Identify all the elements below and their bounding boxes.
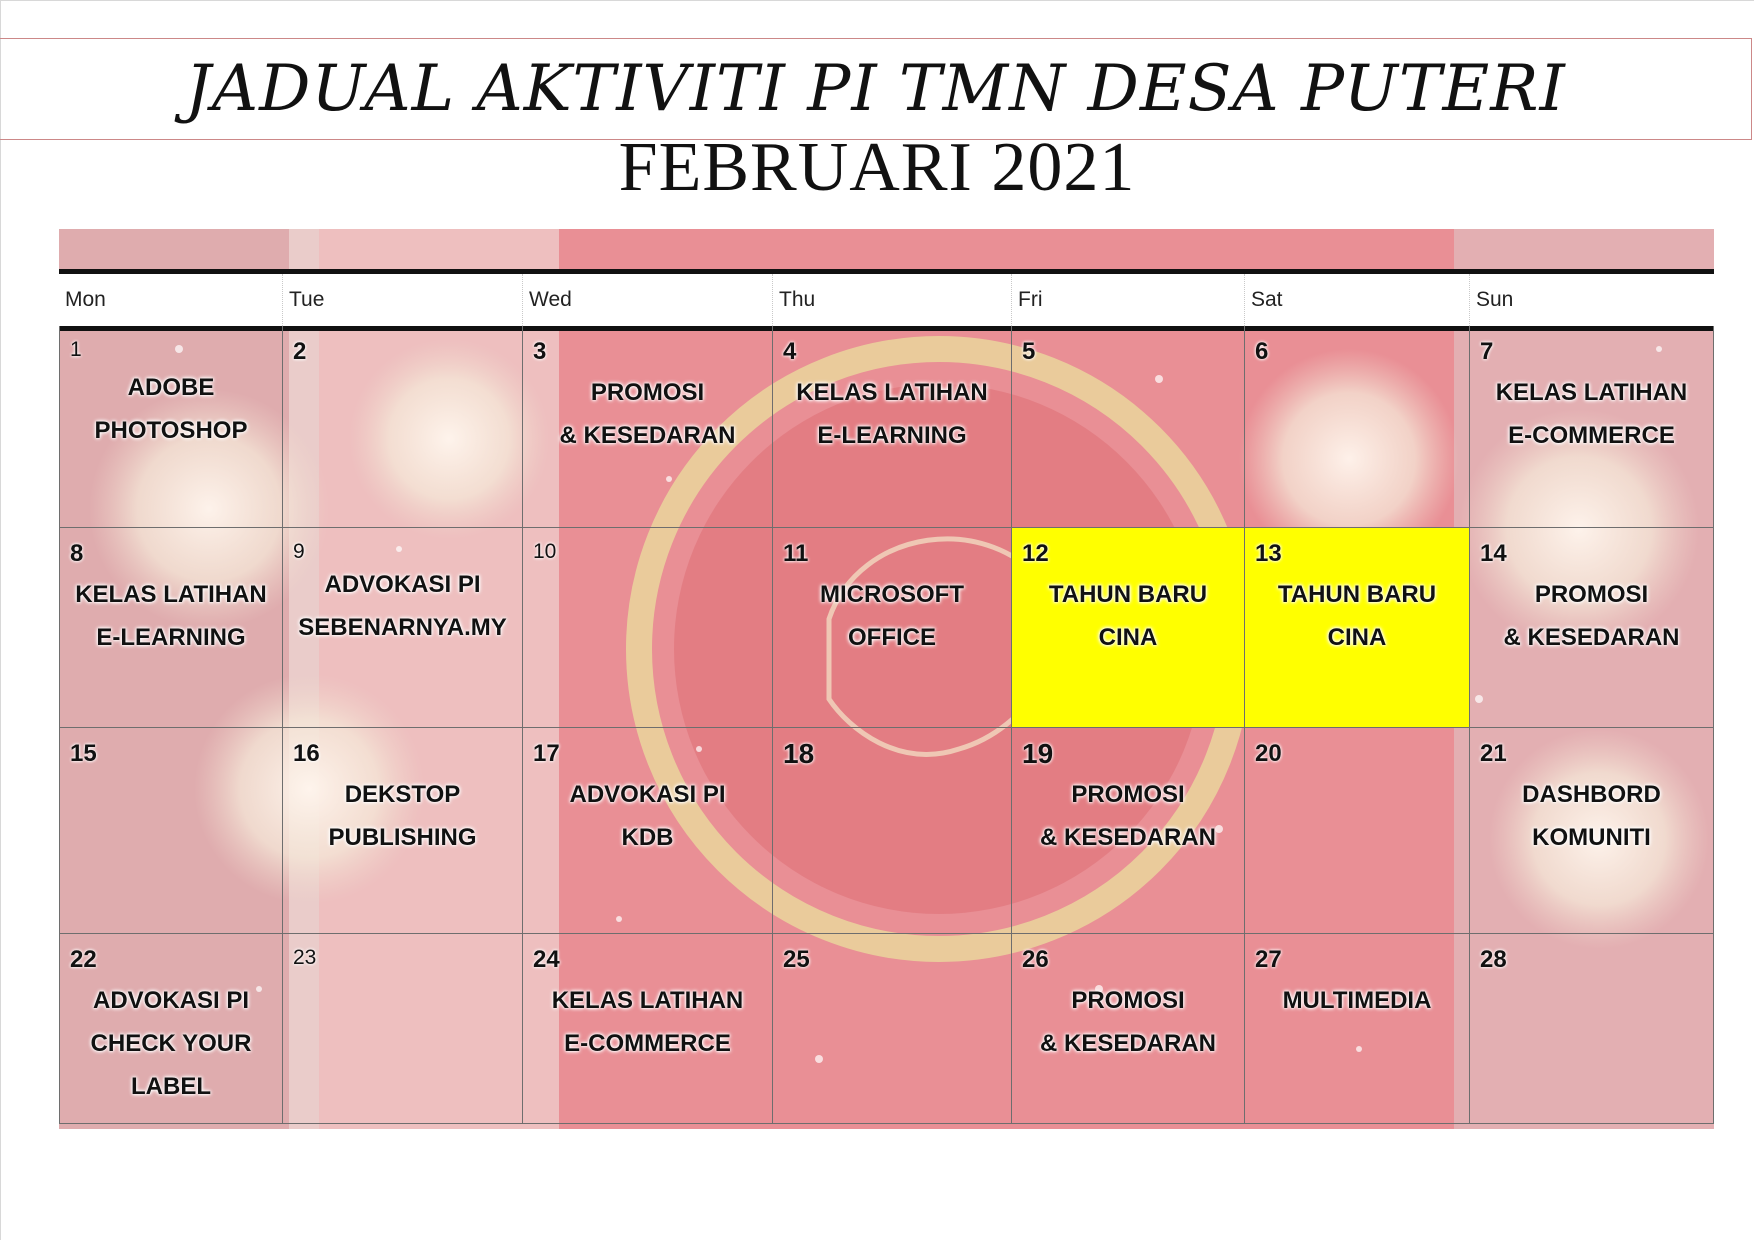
calendar-week-row (59, 934, 1714, 1124)
page-title: JADUAL AKTIVITI PI TMN DESA PUTERI (185, 52, 1566, 126)
day-number: 6 (1255, 338, 1269, 365)
event-label: PROMOSI & KESEDARAN (1039, 987, 1216, 1057)
day-number: 18 (783, 738, 815, 769)
day-cell-15[interactable] (59, 728, 283, 934)
day-number: 5 (1022, 338, 1036, 365)
day-number: 23 (293, 946, 317, 969)
event-label: ADVOKASI PI CHECK YOUR LABEL (90, 987, 252, 1100)
day-number: 27 (1255, 946, 1282, 973)
event-label: KELAS LATIHAN E-LEARNING (796, 379, 988, 449)
event-label: TAHUN BARU CINA (1048, 581, 1208, 651)
event-label: PROMOSI & KESEDARAN (559, 379, 736, 449)
day-cell-1[interactable] (59, 326, 283, 528)
event-label: ADVOKASI PI SEBENARNYA.MY (298, 571, 507, 641)
event-label: DEKSTOP PUBLISHING (328, 781, 477, 851)
day-number: 17 (533, 740, 560, 767)
day-cell-3[interactable] (523, 326, 773, 528)
event-label: TAHUN BARU CINA (1277, 581, 1437, 651)
day-number: 12 (1022, 540, 1049, 567)
header-top-rule (59, 269, 1714, 274)
event-label: DASHBORD KOMUNITI (1522, 781, 1661, 851)
day-number: 16 (293, 740, 320, 767)
day-cell-20[interactable] (1245, 728, 1470, 934)
day-cell-23[interactable] (283, 934, 523, 1124)
weekday-wed: Wed (523, 274, 773, 326)
day-number: 10 (533, 540, 557, 563)
event-label: PROMOSI & KESEDARAN (1039, 781, 1216, 851)
day-cell-17[interactable] (523, 728, 773, 934)
day-cell-27[interactable] (1245, 934, 1470, 1124)
weekday-sat: Sat (1245, 274, 1470, 326)
month-title: FEBRUARI 2021 (618, 129, 1136, 206)
day-number: 4 (783, 338, 797, 365)
day-cell-4[interactable] (773, 326, 1012, 528)
day-number: 21 (1480, 740, 1507, 767)
event-label: KELAS LATIHAN E-COMMERCE (551, 987, 744, 1057)
weekday-thu: Thu (773, 274, 1012, 326)
weekday-mon: Mon (59, 274, 283, 326)
day-cell-12[interactable] (1012, 528, 1245, 728)
day-number: 26 (1022, 946, 1049, 973)
day-number: 2 (293, 338, 307, 365)
day-number: 8 (70, 540, 84, 567)
calendar-week-row (59, 326, 1714, 528)
day-cell-8[interactable] (59, 528, 283, 728)
day-cell-16[interactable] (283, 728, 523, 934)
calendar-week-row (59, 528, 1714, 728)
day-cell-22[interactable] (59, 934, 283, 1124)
day-number: 20 (1255, 740, 1282, 767)
day-number: 11 (783, 540, 809, 567)
weekday-header-row (59, 274, 1714, 326)
day-cell-28[interactable] (1470, 934, 1714, 1124)
day-cell-26[interactable] (1012, 934, 1245, 1124)
calendar-week-row (59, 728, 1714, 934)
day-cell-7[interactable] (1470, 326, 1714, 528)
event-label: KELAS LATIHAN E-COMMERCE (1495, 379, 1688, 449)
day-cell-24[interactable] (523, 934, 773, 1124)
day-number: 3 (533, 338, 547, 365)
day-cell-9[interactable] (283, 528, 523, 728)
calendar (59, 229, 1714, 1129)
event-label: ADOBE PHOTOSHOP (94, 374, 248, 444)
day-cell-18[interactable] (773, 728, 1012, 934)
day-number: 28 (1480, 946, 1507, 973)
event-label: MICROSOFT OFFICE (820, 581, 964, 651)
day-cell-6[interactable] (1245, 326, 1470, 528)
day-cell-14[interactable] (1470, 528, 1714, 728)
weekday-sun: Sun (1476, 288, 1514, 311)
day-number: 22 (70, 946, 97, 973)
event-label: KELAS LATIHAN E-LEARNING (75, 581, 267, 651)
weekday-fri: Fri (1012, 274, 1245, 326)
title-banner (0, 38, 1752, 140)
day-number: 1 (70, 338, 82, 361)
day-number: 15 (70, 740, 97, 767)
day-number: 9 (293, 540, 305, 563)
day-cell-25[interactable] (773, 934, 1012, 1124)
day-cell-21[interactable] (1470, 728, 1714, 934)
day-number: 25 (783, 946, 810, 973)
day-cell-2[interactable] (283, 326, 523, 528)
day-number: 24 (533, 946, 560, 973)
day-cell-19[interactable] (1012, 728, 1245, 934)
calendar-grid (59, 326, 1714, 1124)
day-cell-13[interactable] (1245, 528, 1470, 728)
day-number: 7 (1480, 338, 1494, 365)
event-label: MULTIMEDIA (1282, 987, 1432, 1014)
day-cell-11[interactable] (773, 528, 1012, 728)
day-cell-5[interactable] (1012, 326, 1245, 528)
event-label: ADVOKASI PI KDB (569, 781, 726, 851)
day-number: 19 (1022, 738, 1054, 769)
day-number: 13 (1255, 540, 1282, 567)
day-number: 14 (1480, 540, 1507, 567)
weekday-tue: Tue (283, 274, 523, 326)
day-cell-10[interactable] (523, 528, 773, 728)
event-label: PROMOSI & KESEDARAN (1503, 581, 1680, 651)
